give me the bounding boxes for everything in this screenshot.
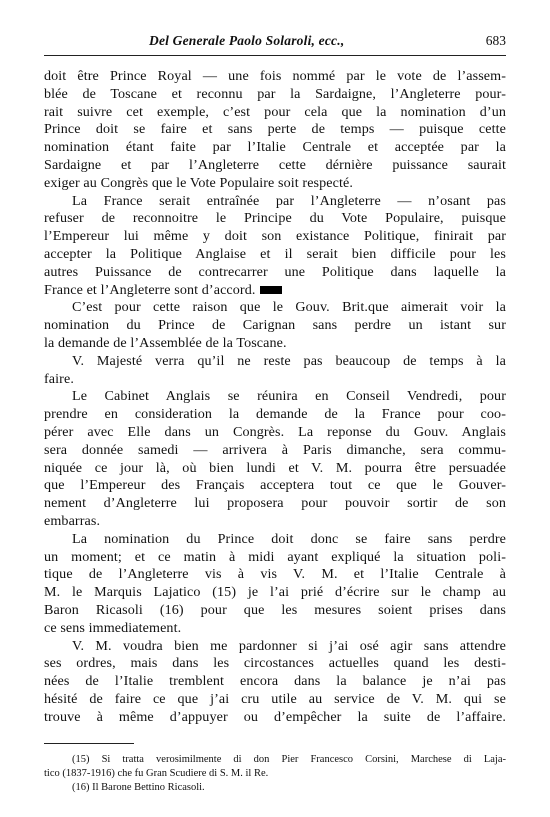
footnote-line: tico (1837-1916) che fu Gran Scudiere di S. M. il Re. (44, 768, 269, 779)
text-line: M. le Marquis Lajatico (15) je l’ai prié d’écrire sur le champ au (44, 584, 506, 601)
text-line: ce sens immediatement. (44, 619, 182, 636)
redaction-mark (260, 286, 282, 294)
footnote-line: (16) Il Barone Bettino Ricasoli. (72, 782, 205, 793)
text-line: pérer avec Elle dans un Congrès. La reponse du Gouv. Anglais (44, 423, 506, 440)
text-line: accepter la Politique Anglaise et il serait bien difficile pour les (44, 245, 506, 262)
text-line: nement d’Angleterre lui proposera pour pouvoir sortir de son (44, 495, 506, 512)
text-line: que l’Empereur des Français acceptera tout ce que le Gouver- (44, 477, 506, 494)
text-line: la demande de l’Assemblée de la Toscane. (44, 334, 287, 351)
text-line: faire. (44, 370, 74, 387)
text-line: un moment; et ce matin à midi ayant expliqué la situation poli- (44, 548, 506, 565)
text-line: Sardaigne et par l’Angleterre cette dérnière puissance saurait (44, 156, 506, 173)
text-line: Le Cabinet Anglais se réunira en Conseil Vendredi, pour (72, 388, 506, 405)
text-line: Baron Ricasoli (16) pour que les mesures soient prises dans (44, 601, 506, 618)
text-line: sera donnée samedi — arrivera à Paris dimanche, sera commu- (44, 441, 506, 458)
text-line: embarras. (44, 512, 101, 529)
text-line: C’est pour cette raison que le Gouv. Brit.que aimerait voir la (72, 299, 506, 316)
text-line: refuser de reconnoitre le Principe du Vote Populaire, puisque (44, 210, 506, 227)
text-line: niquée ce jour là, où bien lundi et V. M. pourra être persuadée (44, 459, 506, 476)
text-line: autres Puissance de contrecarrer une Politique dans laquelle la (44, 263, 506, 280)
text-line: nées de l’Italie tremblent encora dans la balance je n’ai pas (44, 673, 506, 690)
text-line-content: France et l’Angleterre sont d’accord. (44, 281, 256, 298)
running-head: Del Generale Paolo Solaroli, ecc., (149, 33, 345, 48)
text-line: ses ordres, mais dans les circostances actuelles quand les desti- (44, 655, 506, 672)
text-line: exiger au Congrès que le Vote Populaire soit respecté. (44, 174, 353, 191)
text-line (44, 282, 506, 300)
text-line: l’Empereur lui même y doit son existance Politique, finirait par (44, 228, 506, 245)
text-line: blée de Toscane et reconnu par la Sardaigne, l’Angleterre pour- (44, 85, 506, 102)
text-line: Prince doit se faire et sans perte de temps — puisque cette (44, 121, 506, 138)
footnote-rule (44, 743, 134, 744)
body-text (44, 68, 506, 726)
text-line: tique de l’Angleterre vis à vis V. M. et l’Italie Centrale à (44, 566, 506, 583)
text-line: trouve à même d’appuyer ou d’empêcher la suite de l’affaire. (44, 708, 506, 725)
text-line: V. Majesté verra qu’il ne reste pas beaucoup de temps à la (72, 352, 506, 369)
text-line: V. M. voudra bien me pardonner si j’ai osé agir sans attendre (72, 637, 506, 654)
text-line: doit être Prince Royal — une fois nommé par le vote de l’assem- (44, 68, 506, 84)
footnote-line: (15) Si tratta verosimilmente di don Pier Francesco Corsini, Marchese di Laja- (72, 754, 506, 765)
text-line: hésité de faire ce que j’ai cru utile au service de V. M. qui se (44, 690, 506, 707)
text-line: nomination étant faite par l’Italie Centrale et acceptée par la (44, 139, 506, 156)
text-line: nomination du Prince de Carignan sans perdre un istant sur (44, 317, 506, 334)
footnotes (44, 753, 506, 795)
text-line: rait suivre cet exemple, c’est pour cela que la nomination d’un (44, 103, 506, 120)
page-number: 683 (485, 33, 506, 48)
text-line: prendre en consideration la demande de la France pour coo- (44, 406, 506, 423)
page-header (44, 33, 506, 53)
text-line: La nomination du Prince doit donc se faire sans perdre (72, 530, 506, 547)
text-line: La France serait entraînée par l’Angleterre — n’osant pas (72, 192, 506, 209)
header-rule (44, 55, 506, 56)
